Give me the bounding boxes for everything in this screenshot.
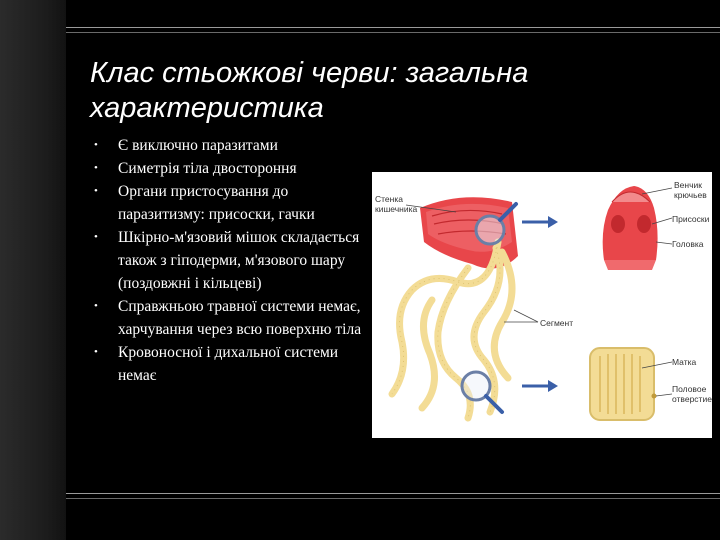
bottom-divider-line — [66, 493, 720, 494]
top-divider-line — [66, 27, 720, 28]
bullet-text: Є виключно паразитами — [118, 137, 278, 154]
bullet-dot-icon: • — [94, 139, 98, 151]
bullet-item — [92, 180, 364, 226]
tapeworm-illustration — [372, 172, 712, 438]
bullet-dot-icon: • — [94, 162, 98, 174]
bullet-item — [92, 134, 364, 157]
tapeworm-drawing — [372, 172, 712, 438]
label-genital-pore: Половое отверстие — [672, 384, 712, 404]
bullet-dot-icon: • — [94, 185, 98, 197]
bullet-text: Симетрія тіла двостороння — [118, 160, 297, 177]
arrow-right-icon — [522, 216, 558, 228]
scolex-enlarged — [603, 186, 658, 270]
bullet-text: Шкірно-м'язовий мішок складається також з гіподерми, м'язового шару (поздовжні і кільцеві) — [118, 229, 360, 292]
label-segment: Сегмент — [540, 318, 574, 328]
arrow-right-icon — [522, 380, 558, 392]
label-head: Головка — [672, 239, 704, 249]
label-suckers: Присоски — [672, 214, 710, 224]
top-divider-line-2 — [66, 32, 720, 33]
bullet-text: Органи пристосування до паразитизму: присоски, гачки — [118, 183, 315, 223]
bullet-text: Кровоносної і дихальної системи немає — [118, 344, 339, 384]
label-hooks: Венчик крючьев — [674, 180, 707, 200]
label-intestine-wall: Стенка кишечника — [375, 194, 418, 214]
worm-body — [392, 242, 512, 418]
bullet-item — [92, 157, 364, 180]
label-uterus: Матка — [672, 357, 697, 367]
bullet-item — [92, 226, 364, 295]
slide-title: Клас стьожкові черви: загальна характеристика — [90, 57, 529, 124]
bottom-divider-line-2 — [66, 498, 720, 499]
bullet-text: Справжньою травної системи немає, харчування через всю поверхню тіла — [118, 298, 362, 338]
bullet-list — [92, 134, 364, 387]
bullet-item — [92, 295, 364, 341]
bullet-dot-icon: • — [94, 300, 98, 312]
proglottid-enlarged — [590, 348, 657, 420]
bullet-item — [92, 341, 364, 387]
bullet-dot-icon: • — [94, 346, 98, 358]
bullet-dot-icon: • — [94, 231, 98, 243]
left-side-strip — [0, 0, 66, 540]
